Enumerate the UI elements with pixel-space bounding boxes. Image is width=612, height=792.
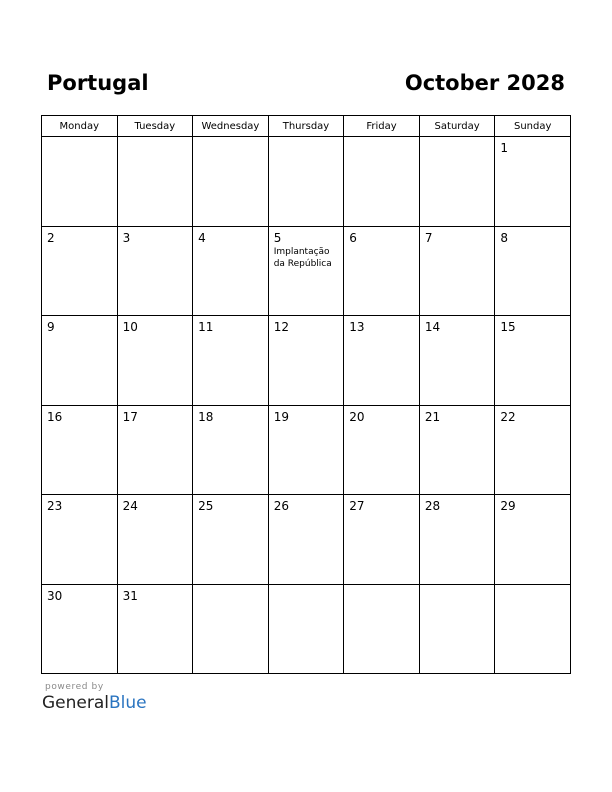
day-cell [42, 584, 118, 674]
day-number: 24 [122, 499, 138, 513]
day-cell [344, 137, 420, 227]
week-row [42, 226, 571, 316]
day-cell [344, 495, 420, 585]
day-cell [344, 405, 420, 495]
day-cell [42, 226, 118, 316]
calendar-grid [41, 115, 571, 674]
day-cell [193, 584, 269, 674]
week-row [42, 405, 571, 495]
day-number: 5 [273, 230, 282, 245]
day-cell [419, 316, 495, 406]
week-row [42, 316, 571, 406]
day-number: 31 [122, 588, 138, 603]
day-cell [193, 137, 269, 227]
day-cell [419, 495, 495, 585]
weekday-header: Wednesday [193, 116, 269, 137]
day-number: 11 [198, 320, 214, 334]
day-number: 6 [349, 230, 357, 245]
day-number: 20 [349, 409, 365, 424]
day-cell [419, 226, 495, 316]
day-cell [42, 405, 118, 495]
week-row [42, 584, 571, 674]
day-number: 4 [198, 230, 206, 245]
day-cell [268, 316, 344, 406]
week-row [42, 495, 571, 585]
day-number: 2 [47, 230, 55, 245]
day-cell [344, 226, 420, 316]
day-cell [117, 316, 193, 406]
day-number: 21 [424, 409, 441, 424]
day-cell [193, 316, 269, 406]
day-cell [117, 226, 193, 316]
day-number: 29 [500, 499, 516, 513]
day-cell [495, 495, 571, 585]
day-cell [495, 316, 571, 406]
day-cell [117, 137, 193, 227]
day-cell [268, 495, 344, 585]
day-number: 28 [424, 499, 441, 513]
weekday-header: Tuesday [117, 116, 193, 137]
day-cell [117, 405, 193, 495]
day-cell [495, 584, 571, 674]
day-number: 30 [47, 588, 63, 603]
day-number: 13 [349, 320, 365, 334]
brand-general-text: General [42, 693, 109, 713]
weekday-header: Sunday [495, 116, 571, 137]
day-number: 22 [500, 409, 516, 424]
weekday-header: Friday [344, 116, 420, 137]
day-number: 19 [273, 409, 289, 424]
day-cell [419, 405, 495, 495]
powered-by-text: powered by [45, 682, 104, 692]
day-number: 17 [122, 409, 138, 424]
day-cell [193, 405, 269, 495]
day-cell [419, 584, 495, 674]
day-number: 12 [273, 320, 289, 334]
day-cell [419, 137, 495, 227]
day-cell [495, 226, 571, 316]
day-number: 8 [500, 230, 509, 245]
day-number: 25 [198, 499, 214, 513]
day-cell [268, 584, 344, 674]
day-cell [268, 405, 344, 495]
day-cell [268, 137, 344, 227]
day-cell [495, 137, 571, 227]
generalblue-logo[interactable] [42, 693, 147, 713]
day-number: 1 [500, 141, 509, 155]
weekday-header: Saturday [419, 116, 495, 137]
day-number: 3 [122, 230, 131, 245]
day-cell [42, 316, 118, 406]
week-row [42, 137, 571, 227]
day-cell [193, 495, 269, 585]
brand-blue-text: Blue [109, 693, 147, 713]
country-title: Portugal [47, 71, 149, 95]
day-number: 23 [47, 499, 63, 513]
holiday-label: Implantação da República [273, 246, 332, 269]
day-cell [344, 316, 420, 406]
day-number: 7 [424, 230, 433, 245]
day-cell [117, 495, 193, 585]
day-cell [42, 495, 118, 585]
month-year-title: October 2028 [404, 71, 565, 95]
day-cell [495, 405, 571, 495]
day-number: 18 [198, 409, 214, 424]
day-cell [344, 584, 420, 674]
day-cell [268, 226, 344, 316]
weekday-header: Monday [42, 116, 118, 137]
day-cell [117, 584, 193, 674]
day-number: 15 [500, 320, 516, 334]
day-number: 9 [47, 320, 55, 334]
day-number: 14 [424, 320, 441, 334]
day-number: 10 [122, 320, 138, 334]
day-number: 16 [47, 409, 63, 424]
day-cell [42, 137, 118, 227]
day-cell [193, 226, 269, 316]
day-number: 26 [273, 499, 289, 513]
weekday-header-row [42, 116, 571, 137]
day-number: 27 [349, 499, 365, 513]
weekday-header: Thursday [268, 116, 344, 137]
